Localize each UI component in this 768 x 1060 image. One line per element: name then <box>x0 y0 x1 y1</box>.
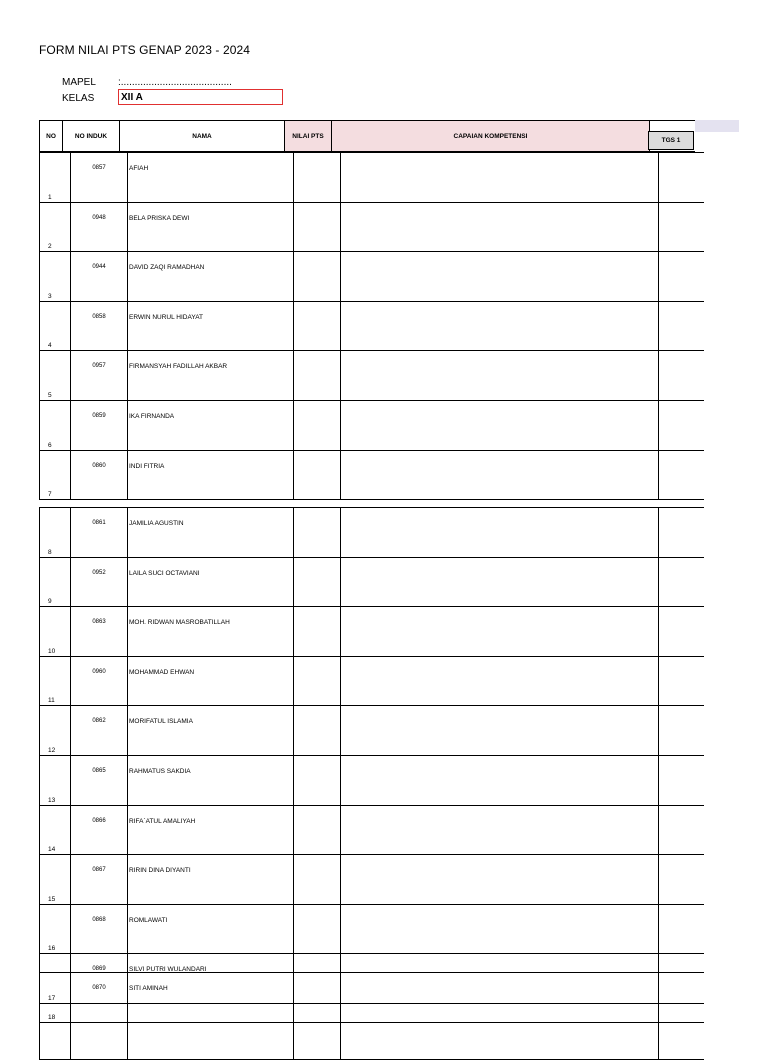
student-rows-2 <box>39 507 704 1004</box>
nilai-pts-cell[interactable] <box>294 301 341 351</box>
empty-cell[interactable] <box>128 1022 294 1060</box>
row-nama: AFIAH <box>128 153 294 203</box>
row-no: 3 <box>40 252 71 302</box>
row-no-induk: 0948 <box>71 202 128 252</box>
kelas-label: KELAS <box>62 93 95 104</box>
tgs1-cell[interactable] <box>659 755 705 805</box>
nilai-pts-cell[interactable] <box>294 153 341 203</box>
capaian-cell[interactable] <box>341 656 659 706</box>
row-no: 1 <box>40 153 71 203</box>
table-row <box>40 904 705 954</box>
nilai-pts-cell[interactable] <box>294 755 341 805</box>
header-no: NO <box>40 121 63 152</box>
row-nama: JAMILIA AGUSTIN <box>128 508 294 558</box>
row-nama: DAVID ZAQI RAMADHAN <box>128 252 294 302</box>
tgs1-cell[interactable] <box>659 450 705 500</box>
row-nama: ROMLAWATI <box>128 904 294 954</box>
row-no: 13 <box>40 755 71 805</box>
nilai-pts-cell[interactable] <box>294 508 341 558</box>
row-no: 18 <box>40 973 71 1023</box>
empty-cell[interactable] <box>659 1022 705 1060</box>
capaian-cell[interactable] <box>341 557 659 607</box>
row-no-induk: 0862 <box>71 706 128 756</box>
empty-cell[interactable] <box>40 1022 71 1060</box>
form-title: FORM NILAI PTS GENAP 2023 - 2024 <box>39 43 251 57</box>
row-no: 4 <box>40 301 71 351</box>
grade-table-block-1 <box>39 120 704 500</box>
row-no: 6 <box>40 400 71 450</box>
row-no-induk: 0960 <box>71 656 128 706</box>
row-no: 10 <box>40 607 71 657</box>
row-no: 14 <box>40 805 71 855</box>
tgs1-cell[interactable] <box>659 904 705 954</box>
row-no: 16 <box>40 904 71 954</box>
nilai-pts-cell[interactable] <box>294 904 341 954</box>
nilai-pts-cell[interactable] <box>294 400 341 450</box>
row-nama: SILVI PUTRI WULANDARI <box>128 954 294 1004</box>
nilai-pts-cell[interactable] <box>294 973 341 1023</box>
kelas-value[interactable]: XII A <box>118 89 283 105</box>
table-row <box>40 153 705 203</box>
row-nama: LAILA SUCI OCTAVIANI <box>128 557 294 607</box>
table-row <box>40 973 705 1023</box>
row-no-induk: 0866 <box>71 805 128 855</box>
capaian-cell[interactable] <box>341 301 659 351</box>
tgs1-cell[interactable] <box>659 301 705 351</box>
nilai-pts-cell[interactable] <box>294 855 341 905</box>
tgs1-cell[interactable] <box>659 973 705 1023</box>
table-row <box>40 450 705 500</box>
row-no: 8 <box>40 508 71 558</box>
grade-table-block-3 <box>39 972 704 1060</box>
row-no-induk: 0859 <box>71 400 128 450</box>
tgs1-cell[interactable] <box>659 855 705 905</box>
nilai-pts-cell[interactable] <box>294 706 341 756</box>
row-no: 15 <box>40 855 71 905</box>
row-no: 2 <box>40 202 71 252</box>
nilai-pts-cell[interactable] <box>294 351 341 401</box>
capaian-cell[interactable] <box>341 855 659 905</box>
capaian-cell[interactable] <box>341 755 659 805</box>
tgs1-cell[interactable] <box>659 153 705 203</box>
capaian-cell[interactable] <box>341 904 659 954</box>
capaian-cell[interactable] <box>341 508 659 558</box>
row-no-induk: 0865 <box>71 755 128 805</box>
nilai-pts-cell[interactable] <box>294 252 341 302</box>
tgs1-cell[interactable] <box>659 202 705 252</box>
header-tgs1: TGS 1 <box>648 131 694 150</box>
header-capaian-kompetensi: CAPAIAN KOMPETENSI <box>332 121 650 152</box>
row-nama: IKA FIRNANDA <box>128 400 294 450</box>
row-no: 12 <box>40 706 71 756</box>
row-nama: RIRIN DINA DIYANTI <box>128 855 294 905</box>
tgs1-cell[interactable] <box>659 508 705 558</box>
capaian-cell[interactable] <box>341 252 659 302</box>
table-row <box>40 1022 705 1060</box>
tgs1-cell[interactable] <box>659 706 705 756</box>
row-no-induk: 0863 <box>71 607 128 657</box>
nilai-pts-cell[interactable] <box>294 450 341 500</box>
tgs1-cell[interactable] <box>659 400 705 450</box>
capaian-cell[interactable] <box>341 805 659 855</box>
header-nama: NAMA <box>120 121 285 152</box>
tgs1-cell[interactable] <box>659 351 705 401</box>
tgs1-cell[interactable] <box>659 607 705 657</box>
capaian-cell[interactable] <box>341 153 659 203</box>
tgs1-cell[interactable] <box>659 252 705 302</box>
capaian-cell[interactable] <box>341 351 659 401</box>
tgs1-cell[interactable] <box>659 805 705 855</box>
row-no: 9 <box>40 557 71 607</box>
row-no-induk: 0860 <box>71 450 128 500</box>
nilai-pts-cell[interactable] <box>294 557 341 607</box>
row-no-induk: 0957 <box>71 351 128 401</box>
table-row <box>40 557 705 607</box>
row-no-induk: 0869 <box>71 954 128 1004</box>
table-row <box>40 252 705 302</box>
row-nama: MOH. RIDWAN MASROBATILLAH <box>128 607 294 657</box>
row-no-induk: 0867 <box>71 855 128 905</box>
row-nama: MOHAMMAD EHWAN <box>128 656 294 706</box>
capaian-cell[interactable] <box>341 973 659 1023</box>
mapel-value[interactable]: :........................................ <box>118 77 232 88</box>
empty-cell[interactable] <box>341 1022 659 1060</box>
row-no: 7 <box>40 450 71 500</box>
nilai-pts-cell[interactable] <box>294 805 341 855</box>
table-row <box>40 508 705 558</box>
row-no-induk: 0868 <box>71 904 128 954</box>
capaian-cell[interactable] <box>341 607 659 657</box>
row-nama: RIFA`ATUL AMALIYAH <box>128 805 294 855</box>
row-no-induk: 0952 <box>71 557 128 607</box>
row-nama: SITI AMINAH <box>128 973 294 1023</box>
row-no: 17 <box>40 954 71 1004</box>
header-no-induk: NO INDUK <box>63 121 120 152</box>
empty-cell[interactable] <box>71 1022 128 1060</box>
row-no-induk: 0870 <box>71 973 128 1023</box>
capaian-cell[interactable] <box>341 706 659 756</box>
row-nama: FIRMANSYAH FADILLAH AKBAR <box>128 351 294 401</box>
row-no: 5 <box>40 351 71 401</box>
row-nama: RAHMATUS SAKDIA <box>128 755 294 805</box>
empty-cell[interactable] <box>294 1022 341 1060</box>
table-row <box>40 656 705 706</box>
row-nama: INDI FITRIA <box>128 450 294 500</box>
table-row <box>40 351 705 401</box>
header-nilai-pts: NILAI PTS <box>285 121 332 152</box>
table-row <box>40 805 705 855</box>
student-rows-1 <box>39 152 704 500</box>
row-no-induk: 0857 <box>71 153 128 203</box>
row-nama: ERWIN NURUL HIDAYAT <box>128 301 294 351</box>
row-nama: BELA PRISKA DEWI <box>128 202 294 252</box>
row-no-induk: 0861 <box>71 508 128 558</box>
table-row <box>40 301 705 351</box>
tgs1-cell[interactable] <box>659 656 705 706</box>
table-row <box>40 400 705 450</box>
nilai-pts-cell[interactable] <box>294 656 341 706</box>
capaian-cell[interactable] <box>341 450 659 500</box>
capaian-cell[interactable] <box>341 400 659 450</box>
row-nama: MORIFATUL ISLAMIA <box>128 706 294 756</box>
tgs1-cell[interactable] <box>659 557 705 607</box>
table-row <box>40 855 705 905</box>
capaian-cell[interactable] <box>341 202 659 252</box>
row-no-induk: 0944 <box>71 252 128 302</box>
grade-table-block-2 <box>39 507 704 1004</box>
table-row <box>40 706 705 756</box>
table-row <box>40 202 705 252</box>
nilai-pts-cell[interactable] <box>294 202 341 252</box>
mapel-label: MAPEL <box>62 77 96 88</box>
table-row <box>40 755 705 805</box>
student-rows-3 <box>39 972 704 1060</box>
row-no-induk: 0858 <box>71 301 128 351</box>
row-no: 11 <box>40 656 71 706</box>
nilai-pts-cell[interactable] <box>294 607 341 657</box>
table-row <box>40 607 705 657</box>
